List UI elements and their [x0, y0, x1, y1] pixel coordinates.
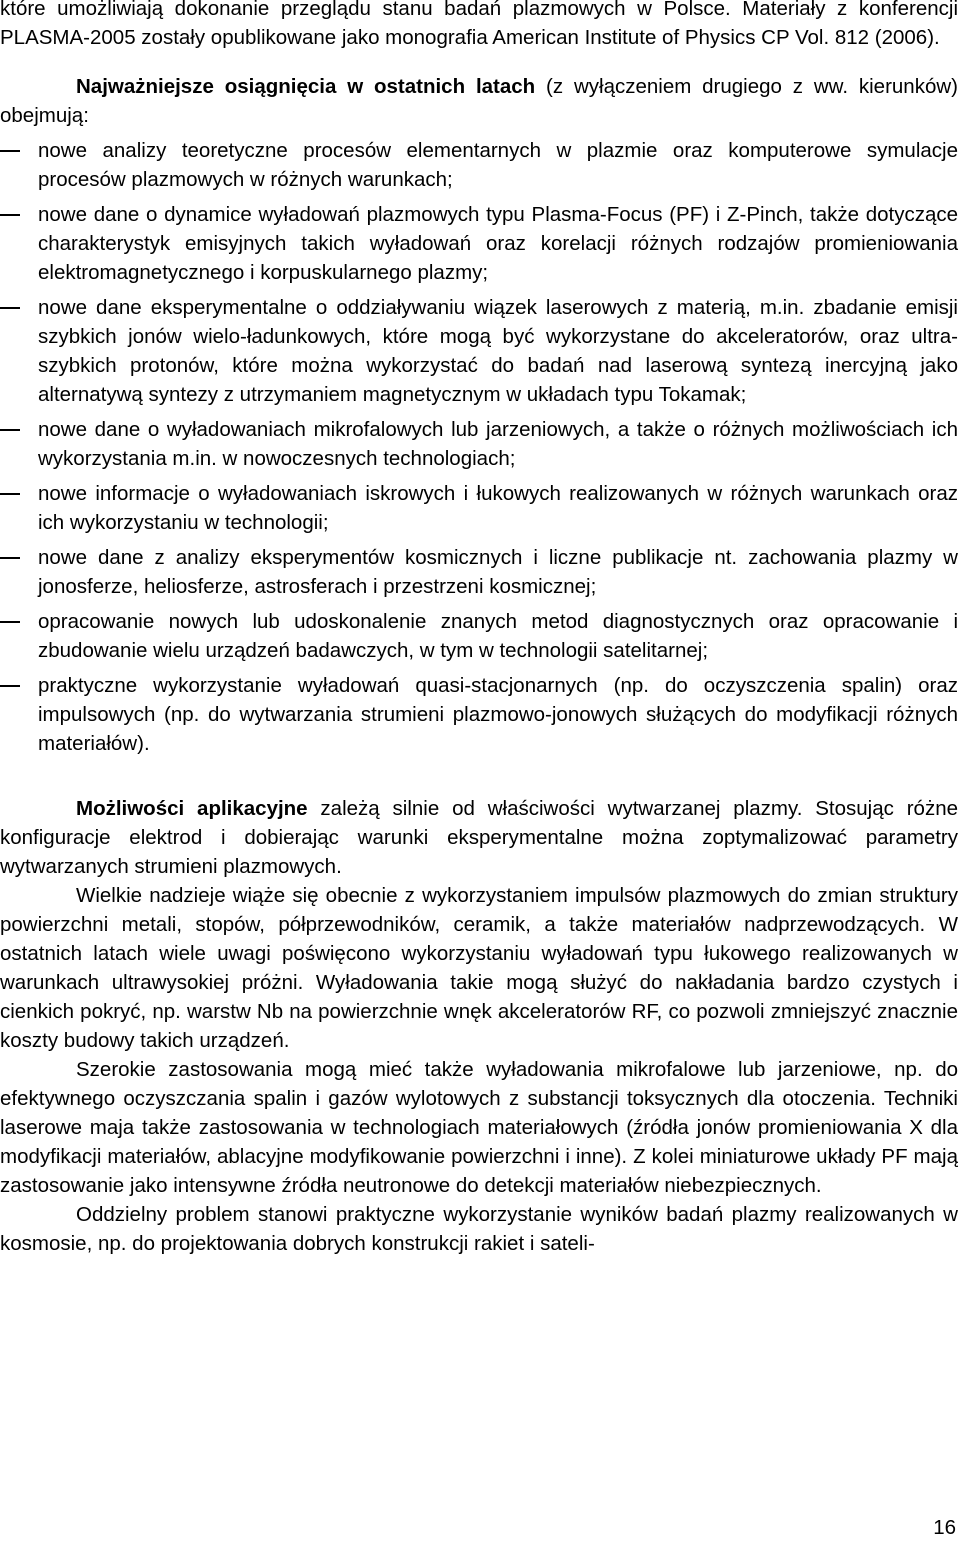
applications-paragraph: Oddzielny problem stanowi praktyczne wykorzystanie wyników badań plazmy realizowanych w kosmosie, np. do projektowania dobrych konstrukcji rakiet i sateli- — [0, 1203, 958, 1255]
list-item: nowe informacje o wyładowaniach iskrowych i łukowych realizowanych w różnych warunkach oraz ich wykorzystaniu w technologii; — [0, 479, 958, 537]
applications-paragraph: Szerokie zastosowania mogą mieć także wyładowania mikrofalowe lub jarzeniowe, np. do efektywnego oczyszczania spalin i gazów wylotowych z substancji toksycznych dla otoczenia. Techniki laserowe maja także zastosowania w technologiach materiałowych (źródła jonów promieniowania X dla modyfikacji materiałów, ablacyjne modyfikowanie powierzchni i inne). Z kolei miniaturowe układy PF mają zastosowanie jako intensywne źródła neutronowe do detekcji materiałów niebezpiecznych. — [0, 1058, 958, 1197]
achievements-heading — [0, 72, 958, 130]
applications-heading — [0, 794, 958, 881]
list-item: nowe dane eksperymentalne o oddziaływaniu wiązek laserowych z materią, m.in. zbadanie emisji szybkich jonów wielo-ładunkowych, które mogą być wykorzystane do akceleratorów, oraz ultra-szybkich protonów, które można wykorzystać do badań nad laserową syntezą inercyjną jako alternatywą syntezy z utrzymaniem magnetycznym w układach typu Tokamak; — [0, 293, 958, 409]
applications-heading-bold: Możliwości aplikacyjne — [76, 797, 308, 820]
list-item: nowe analizy teoretyczne procesów elementarnych w plazmie oraz komputerowe symulacje procesów plazmowych w różnych warunkach; — [0, 136, 958, 194]
applications-heading-rest: zależą silnie od właściwości wytwarzanej plazmy. Stosując różne konfiguracje elektrod i dobierając warunki eksperymentalne można zoptymalizować parametry wytwarzanych strumieni plazmowych. — [0, 797, 958, 878]
applications-paragraph: Wielkie nadzieje wiąże się obecnie z wykorzystaniem impulsów plazmowych do zmian struktury powierzchni metali, stopów, półprzewodników, ceramik, a także materiałów nadprzewodzących. W ostatnich latach wiele uwagi poświęcono wykorzystaniu wyładowań typu łukowego realizowanych w warunkach ultrawysokiej próżni. Wyładowania takie mogą służyć do nakładania bardzo czystych i cienkich pokryć, np. warstw Nb na powierzchnie wnęk akceleratorów RF, co pozwoli zmniejszyć znacznie koszty budowy takich urządzeń. — [0, 884, 958, 1052]
list-item: nowe dane o dynamice wyładowań plazmowych typu Plasma-Focus (PF) i Z-Pinch, także dotyczące charakterystyk emisyjnych takich wyładowań oraz korelacji różnych rodzajów promieniowania elektromagnetycznego i korpuskularnego plazmy; — [0, 200, 958, 287]
list-item: nowe dane z analizy eksperymentów kosmicznych i liczne publikacje nt. zachowania plazmy w jonosferze, heliosferze, astrosferach i przestrzeni kosmicznej; — [0, 543, 958, 601]
list-item: opracowanie nowych lub udoskonalenie znanych metod diagnostycznych oraz opracowanie i zbudowanie wielu urządzeń badawczych, w tym w technologii satelitarnej; — [0, 607, 958, 665]
intro-paragraph: które umożliwiają dokonanie przeglądu stanu badań plazmowych w Polsce. Materiały z konferencji PLASMA-2005 zostały opublikowane jako monografia American Institute of Physics CP Vol. 812 (2006). — [0, 0, 958, 49]
achievements-list — [0, 136, 958, 758]
achievements-heading-bold: Najważniejsze osiągnięcia w ostatnich latach — [76, 75, 536, 98]
list-item: praktyczne wykorzystanie wyładowań quasi-stacjonarnych (np. do oczyszczenia spalin) oraz impulsowych (np. do wytwarzania strumieni plazmowo-jonowych służących do modyfikacji różnych materiałów). — [0, 671, 958, 758]
achievements-heading-rest: (z wyłączeniem drugiego z ww. kierunków) obejmują: — [0, 75, 958, 127]
list-item: nowe dane o wyładowaniach mikrofalowych lub jarzeniowych, a także o różnych możliwościach ich wykorzystania m.in. w nowoczesnych technologiach; — [0, 415, 958, 473]
page-number: 16 — [933, 1516, 956, 1539]
